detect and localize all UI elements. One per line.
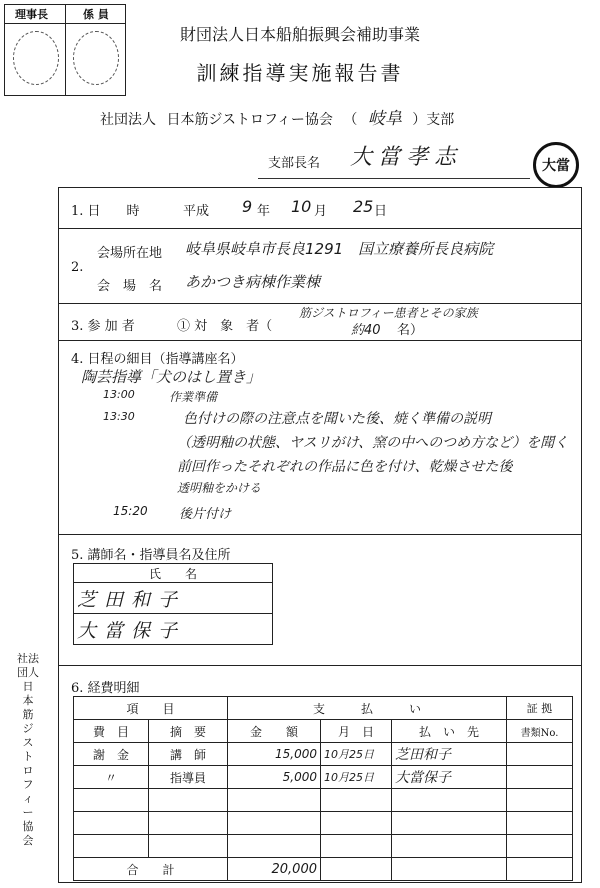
table-row (74, 812, 573, 835)
schedule-text: 前回作ったそれぞれの作品に色を付け、乾燥させた後 (177, 459, 513, 475)
staff-label: 係 員 (83, 8, 109, 21)
target-count: 約40 (351, 323, 381, 338)
col-header-category: 費 目 (74, 720, 149, 743)
schedule-time: 13:30 (103, 410, 135, 423)
expense-date (321, 789, 392, 812)
expense-doc-no (507, 835, 573, 858)
association-name: 日本筋ジストロフィー協会 (166, 112, 333, 128)
branch-head-seal: 大當 (533, 142, 579, 188)
expense-payee (392, 835, 507, 858)
instructor-name: 大當保子 (74, 614, 273, 645)
expense-doc-no (507, 789, 573, 812)
side-char: ジ (22, 722, 34, 735)
expense-amount: 15,000 (228, 743, 321, 766)
report-frame (58, 187, 582, 883)
expense-summary (149, 812, 228, 835)
course-name: 陶芸指導「犬のはし置き」 (81, 368, 262, 386)
schedule-text: 作業準備 (169, 390, 218, 404)
side-char: ィ (22, 792, 34, 805)
side-char: ス (22, 736, 34, 749)
side-char: フ (22, 778, 34, 791)
instructor-name: 芝田和子 (74, 583, 273, 614)
expense-summary (149, 835, 228, 858)
side-char: 団人 (17, 666, 39, 679)
expense-payee (392, 812, 507, 835)
schedule-text: 後片付け (179, 507, 232, 522)
total-amount: 20,000 (228, 858, 321, 881)
expense-date (321, 812, 392, 835)
divider-5 (59, 665, 581, 666)
side-char: 本 (22, 694, 34, 707)
branch-head-label: 支部長名 (268, 156, 321, 171)
total-blank (392, 858, 507, 881)
total-row (74, 858, 573, 881)
total-label: 合 計 (74, 858, 228, 881)
expense-date: 10月25日 (321, 766, 392, 789)
association-prefix: 社団法人 (100, 112, 156, 128)
date-era: 平成 (183, 204, 210, 219)
table-row (74, 789, 573, 812)
col-header-doc-no: 書類No. (507, 720, 573, 743)
table-row (74, 766, 573, 789)
report-title: 訓練指導実施報告書 (196, 61, 404, 85)
foundation-line: 財団法人日本船舶振興会補助事業 (179, 25, 420, 44)
expense-group-header-row (74, 697, 573, 720)
schedule-time: 15:20 (113, 504, 148, 518)
side-char: 会 (22, 834, 34, 847)
association-close-paren: ）支部 (412, 112, 455, 128)
expense-amount (228, 789, 321, 812)
section6-title: 6. 経費明細 (71, 681, 140, 696)
side-char: 社法 (17, 652, 39, 665)
venue-label: 会 場 名 (97, 279, 163, 294)
expense-amount: 5,000 (228, 766, 321, 789)
expense-doc-no (507, 812, 573, 835)
col-header-payee: 払 い 先 (392, 720, 507, 743)
side-char: ー (22, 806, 34, 819)
table-row (74, 835, 573, 858)
date-month-unit: 月 (314, 204, 328, 219)
expense-category (74, 812, 149, 835)
venue-value: あかつき病棟作業棟 (185, 273, 321, 291)
expense-date: 10月25日 (321, 743, 392, 766)
schedule-time: 13:00 (103, 388, 135, 401)
divider-3 (59, 340, 581, 341)
date-day: 25 (353, 197, 374, 216)
expense-amount (228, 812, 321, 835)
director-label: 理事長 (15, 8, 48, 21)
side-char: 日 (22, 680, 34, 693)
col-header-amount: 金 額 (228, 720, 321, 743)
total-blank (321, 858, 392, 881)
expense-category: 〃 (74, 766, 149, 789)
association-line (100, 104, 460, 129)
expense-amount (228, 835, 321, 858)
divider-4 (59, 534, 581, 535)
expense-category: 謝 金 (74, 743, 149, 766)
expense-doc-no (507, 743, 573, 766)
expense-category (74, 835, 149, 858)
schedule-text: （透明釉の状態、ヤスリがけ、窯の中へのつめ方など）を聞く (177, 435, 569, 451)
target-unit: 名） (397, 323, 424, 338)
target-label: ① 対 象 者（ (177, 319, 273, 334)
schedule-text: 透明釉をかける (177, 481, 262, 495)
proof-group-header: 証 拠 (507, 697, 573, 720)
address-label: 会場所在地 (97, 246, 163, 261)
address-value: 岐阜県岐阜市長良1291 国立療養所長良病院 (185, 240, 494, 258)
side-char: ト (22, 750, 34, 763)
item-group-header: 項 目 (74, 697, 228, 720)
table-row (74, 743, 573, 766)
expense-doc-no (507, 766, 573, 789)
schedule-text: 色付けの際の注意点を聞いた後、焼く準備の説明 (183, 411, 491, 427)
date-year: 9 (242, 197, 253, 216)
section4-title: 4. 日程の細目（指導講座名） (71, 352, 244, 367)
section5-title: 5. 講師名・指導員名及住所 (71, 548, 231, 563)
expense-date (321, 835, 392, 858)
expense-payee: 大當保子 (392, 766, 507, 789)
expense-column-header-row (74, 720, 573, 743)
target-description: 筋ジストロフィー患者とその家族 (299, 306, 478, 320)
side-association-label (8, 652, 48, 848)
date-month: 10 (291, 197, 312, 216)
association-branch: 岐阜 (367, 109, 402, 129)
branch-head-underline (258, 178, 530, 179)
expense-summary: 講 師 (149, 743, 228, 766)
expense-summary (149, 789, 228, 812)
side-char: 協 (22, 820, 34, 833)
section2-num: 2. (71, 260, 84, 275)
branch-head-name: 大當孝志 (350, 145, 463, 170)
expense-table (73, 696, 573, 881)
instructor-table (73, 563, 273, 645)
col-header-date: 月 日 (321, 720, 392, 743)
expense-payee (392, 789, 507, 812)
col-header-summary: 摘 要 (149, 720, 228, 743)
total-blank (507, 858, 573, 881)
payment-group-header: 支 払 い (228, 697, 507, 720)
section1-title: 1. 日 時 (71, 204, 140, 219)
section3-title: 3. 参 加 者 (71, 319, 135, 334)
instructor-name-header: 氏 名 (74, 564, 273, 583)
side-char: 筋 (22, 708, 34, 721)
date-day-unit: 日 (374, 204, 388, 219)
expense-payee: 芝田和子 (392, 743, 507, 766)
date-year-unit: 年 (257, 204, 271, 219)
side-char: ロ (22, 764, 34, 777)
divider-1 (59, 228, 581, 229)
expense-category (74, 789, 149, 812)
expense-summary: 指導員 (149, 766, 228, 789)
association-open-paren: （ (343, 112, 358, 128)
